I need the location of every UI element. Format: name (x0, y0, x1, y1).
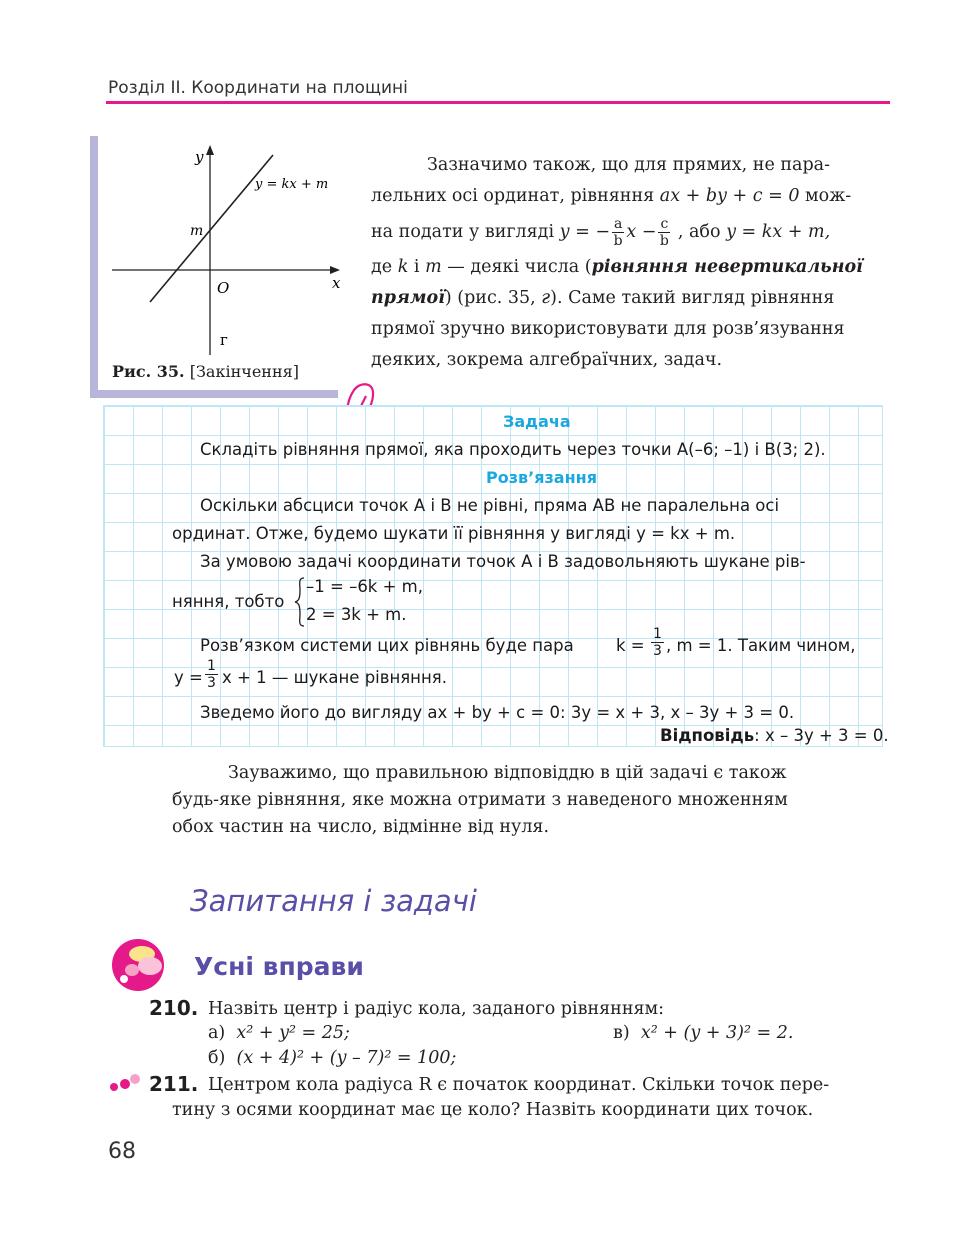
answer-line (660, 726, 889, 745)
exercise-210-b: б) (x + 4)² + (y – 7)² = 100; (208, 1048, 457, 1068)
intro-line-1: Зазначимо також, що для прямих, не пара- (427, 155, 831, 175)
remark-paragraph (172, 760, 882, 841)
fraction-c-b: $\frac{c}{b}$ (659, 216, 669, 249)
header-rule (106, 101, 890, 104)
system-eq-1: –1 = –6k + m, (306, 577, 423, 596)
difficulty-dots-icon (108, 1072, 140, 1094)
figure-caption (112, 362, 299, 381)
oral-exercises-icon (108, 936, 172, 992)
solution-p4y: y = (174, 668, 203, 687)
intro-line-6: прямої зручно використовувати для розв’язування (371, 319, 845, 339)
figure-graph (100, 140, 350, 360)
system-eq-2: 2 = 3k + m. (306, 605, 407, 624)
answer-label: Відповідь (660, 726, 755, 745)
running-header: Розділ II. Координати на площині (108, 78, 408, 98)
solution-p1a: Оскільки абсциси точок A і B не рівні, пряма AB не паралельна осі (200, 496, 780, 515)
intro-line-3 (371, 212, 883, 252)
eq-general: ax + by + c = 0 (659, 186, 800, 206)
solution-p2a: За умовою задачі координати точок A і B задовольняють шукане рів- (200, 552, 806, 571)
fraction-k: $\frac{1}{3}$ (653, 626, 662, 659)
figure-sublabel: г (220, 331, 228, 349)
exercise-210-v: в) x² + (y + 3)² = 2. (613, 1023, 794, 1043)
exercise-211-line-2: тину з осями координат має це коло? Назвіть координати цих точок. (172, 1100, 814, 1120)
y-axis-arrow-icon (206, 145, 214, 155)
origin-label: O (217, 279, 230, 297)
eq-solved-mid: x − (626, 222, 657, 242)
axis-y-label: y (195, 148, 204, 166)
eq-solved-left: y = − (559, 222, 610, 242)
line-label: y = kx + m (255, 177, 329, 192)
intro-l2b: мож- (805, 186, 852, 206)
solution-title: Розв’язання (486, 468, 597, 487)
axis-x-label: x (332, 274, 341, 292)
fraction-a-b: $\frac{a}{b}$ (613, 216, 623, 249)
remark-line-1: Зауважимо, що правильною відповіддю в цій задачі є також (228, 763, 787, 783)
intro-paragraph (371, 150, 883, 376)
solution-p3k: k = (616, 636, 645, 655)
subsection-title: Усні вправи (194, 952, 364, 981)
figure-caption-label: Рис. 35. (112, 362, 185, 381)
exercise-210-text: Назвіть центр і радіус кола, заданого рівнянням: (208, 999, 665, 1019)
solution-p2b: няння, тобто (172, 592, 285, 611)
task-title: Задача (503, 412, 571, 431)
solution-p1b: ординат. Отже, будемо шукати її рівняння у вигляді y = kx + m. (172, 524, 736, 543)
solution-p5: Зведемо його до вигляду ax + by + c = 0: 3y = x + 3, x – 3y + 3 = 0. (200, 703, 795, 722)
exercise-210-a: а) x² + y² = 25; (208, 1023, 350, 1043)
exercise-211-number: 211. (149, 1072, 199, 1096)
answer-value: : x – 3y + 3 = 0. (754, 726, 889, 745)
exercise-210-number: 210. (149, 996, 199, 1020)
figure-caption-note: [Закінчення] (189, 362, 299, 381)
solution-p3b: , m = 1. Таким чином, (666, 636, 856, 655)
exercise-211-line-1: Центром кола радіуса R є початок координат. Скільки точок пере- (208, 1075, 830, 1095)
solution-p3a: Розв’язком системи цих рівнянь буде пара (200, 636, 574, 655)
system-brace-icon (294, 576, 306, 628)
intro-l3b: , або (677, 222, 721, 242)
eq-kx-m: y = kx + m, (726, 222, 831, 242)
solution-p4b: x + 1 — шукане рівняння. (222, 668, 447, 687)
x-axis-arrow-icon (330, 266, 340, 274)
intro-line-4: де k і m — деякі числа (рівняння невертикальної (371, 257, 863, 277)
intro-line-2 (371, 181, 883, 212)
task-statement: Складіть рівняння прямої, яка проходить через точки A(–6; –1) і B(3; 2). (200, 440, 826, 459)
fraction-y: $\frac{1}{3}$ (207, 658, 216, 691)
remark-line-2: будь-яке рівняння, яке можна отримати з наведеного множенням (172, 790, 788, 810)
page-number: 68 (108, 1139, 136, 1164)
term-nonvertical-line: рівняння невертикальної (591, 257, 863, 277)
intro-l2a: лельних осі ординат, рівняння (371, 186, 655, 206)
intro-l3a: на подати у вигляді (371, 222, 555, 242)
intro-line-7: деяких, зокрема алгебраїчних, задач. (371, 350, 723, 370)
remark-line-3: обох частин на число, відмінне від нуля. (172, 817, 550, 837)
intercept-label: m (190, 223, 204, 239)
intro-line-5: прямої) (рис. 35, г). Саме такий вигляд рівняння (371, 288, 835, 308)
section-title: Запитання і задачі (190, 884, 477, 918)
